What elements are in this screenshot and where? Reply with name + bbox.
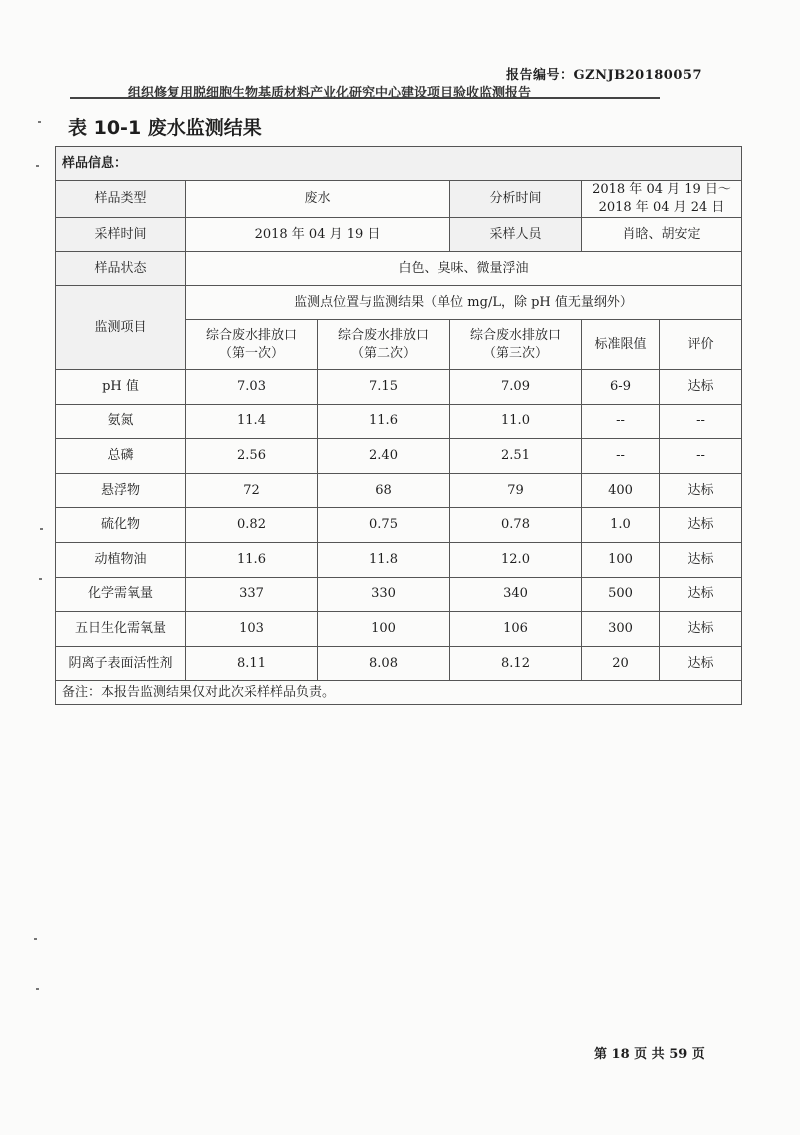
standard-limit: 500: [582, 577, 660, 612]
sample-info-heading: 样品信息：: [56, 147, 742, 181]
column-header-third: 综合废水排放口 （第三次）: [450, 320, 582, 370]
standard-limit: --: [582, 439, 660, 474]
sample-state-row: [56, 252, 742, 286]
sample-type-label: 样品类型: [56, 181, 186, 218]
table-row: [56, 612, 742, 647]
item-name: 硫化物: [56, 508, 186, 543]
second-value: 11.6: [318, 404, 450, 439]
page-number: 第 18 页 共 59 页: [594, 1047, 705, 1062]
report-number: 报告编号：GZNJB20180057: [506, 68, 702, 83]
item-name: 五日生化需氧量: [56, 612, 186, 647]
evaluation: 达标: [660, 612, 742, 647]
results-header-row: [56, 286, 742, 320]
standard-limit: 300: [582, 612, 660, 647]
first-value: 0.82: [186, 508, 318, 543]
wastewater-results-table: [55, 146, 742, 705]
sampling-time-value: 2018 年 04 月 19 日: [186, 218, 450, 252]
evaluation: 达标: [660, 508, 742, 543]
first-value: 72: [186, 473, 318, 508]
third-value: 7.09: [450, 370, 582, 405]
column-header-evaluation: 评价: [660, 320, 742, 370]
column-header-limit: 标准限值: [582, 320, 660, 370]
first-value: 11.6: [186, 542, 318, 577]
table-row: [56, 542, 742, 577]
results-group-header: 监测点位置与监测结果（单位 mg/L，除 pH 值无量纲外）: [186, 286, 742, 320]
first-value: 7.03: [186, 370, 318, 405]
report-title: 组织修复用脱细胞生物基质材料产业化研究中心建设项目验收监测报告: [128, 86, 532, 101]
evaluation: 达标: [660, 542, 742, 577]
standard-limit: 400: [582, 473, 660, 508]
second-value: 100: [318, 612, 450, 647]
analysis-time-label: 分析时间: [450, 181, 582, 218]
sample-state-value: 白色、臭味、微量浮油: [186, 252, 742, 286]
table-row: [56, 404, 742, 439]
first-value: 2.56: [186, 439, 318, 474]
sampling-time-label: 采样时间: [56, 218, 186, 252]
evaluation: 达标: [660, 646, 742, 681]
scan-speck: [34, 938, 37, 940]
third-value: 0.78: [450, 508, 582, 543]
third-value: 12.0: [450, 542, 582, 577]
third-value: 79: [450, 473, 582, 508]
table-row: [56, 577, 742, 612]
table-row: [56, 646, 742, 681]
second-value: 0.75: [318, 508, 450, 543]
third-value: 106: [450, 612, 582, 647]
note: 备注：本报告监测结果仅对此次采样样品负责。: [56, 681, 742, 705]
note-row: [56, 681, 742, 705]
column-header-first: 综合废水排放口 （第一次）: [186, 320, 318, 370]
analysis-time-value: 2018 年 04 月 19 日～2018 年 04 月 24 日: [582, 181, 742, 218]
sample-state-label: 样品状态: [56, 252, 186, 286]
evaluation: 达标: [660, 577, 742, 612]
sampling-time-row: [56, 218, 742, 252]
first-value: 8.11: [186, 646, 318, 681]
item-name: pH 值: [56, 370, 186, 405]
standard-limit: 1.0: [582, 508, 660, 543]
monitoring-item-header: 监测项目: [56, 286, 186, 370]
second-value: 7.15: [318, 370, 450, 405]
second-value: 2.40: [318, 439, 450, 474]
table-title: 表 10-1 废水监测结果: [68, 117, 262, 139]
scan-speck: [36, 988, 39, 990]
scan-speck: [40, 528, 43, 530]
standard-limit: 100: [582, 542, 660, 577]
standard-limit: 6-9: [582, 370, 660, 405]
first-value: 337: [186, 577, 318, 612]
scan-speck: [39, 578, 42, 580]
first-value: 103: [186, 612, 318, 647]
item-name: 动植物油: [56, 542, 186, 577]
column-header-second: 综合废水排放口 （第二次）: [318, 320, 450, 370]
second-value: 68: [318, 473, 450, 508]
second-value: 330: [318, 577, 450, 612]
evaluation: 达标: [660, 370, 742, 405]
third-value: 11.0: [450, 404, 582, 439]
sample-info-heading-row: [56, 147, 742, 181]
table-row: [56, 508, 742, 543]
first-value: 11.4: [186, 404, 318, 439]
evaluation: --: [660, 439, 742, 474]
table-row: [56, 370, 742, 405]
table-row: [56, 439, 742, 474]
item-name: 悬浮物: [56, 473, 186, 508]
scan-speck: [38, 121, 41, 123]
item-name: 氨氮: [56, 404, 186, 439]
standard-limit: --: [582, 404, 660, 439]
item-name: 化学需氧量: [56, 577, 186, 612]
result-rows: [56, 370, 742, 681]
evaluation: 达标: [660, 473, 742, 508]
third-value: 340: [450, 577, 582, 612]
standard-limit: 20: [582, 646, 660, 681]
item-name: 阴离子表面活性剂: [56, 646, 186, 681]
sample-type-row: [56, 181, 742, 218]
evaluation: --: [660, 404, 742, 439]
second-value: 11.8: [318, 542, 450, 577]
scan-speck: [36, 165, 39, 167]
header-rule: [70, 97, 660, 99]
item-name: 总磷: [56, 439, 186, 474]
sample-type-value: 废水: [186, 181, 450, 218]
table-row: [56, 473, 742, 508]
sampler-value: 肖晗、胡安定: [582, 218, 742, 252]
third-value: 8.12: [450, 646, 582, 681]
sampler-label: 采样人员: [450, 218, 582, 252]
third-value: 2.51: [450, 439, 582, 474]
second-value: 8.08: [318, 646, 450, 681]
